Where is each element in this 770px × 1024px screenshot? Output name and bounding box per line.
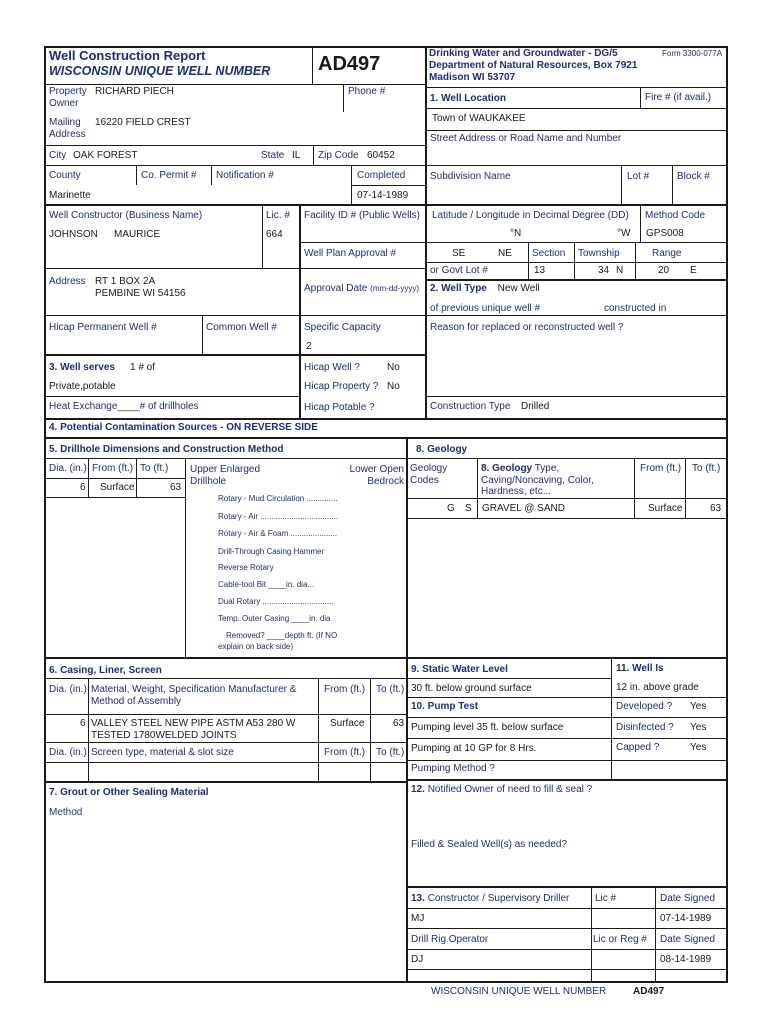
- constructor-sig-value: MJ: [411, 913, 425, 924]
- county-label: County: [49, 170, 81, 181]
- geology-to-label: To (ft.): [692, 463, 721, 474]
- specific-capacity-value: 2: [306, 341, 312, 352]
- rule: [211, 165, 212, 185]
- rule: [407, 928, 727, 929]
- well-number: AD497: [318, 53, 381, 75]
- rule: [44, 478, 185, 479]
- rule: [407, 760, 727, 761]
- rule: [44, 497, 185, 498]
- rule: [44, 458, 727, 459]
- form-border-right: [726, 46, 728, 983]
- rule: [44, 742, 407, 743]
- geology-title: 8. Geology: [416, 444, 468, 455]
- geology-desc: GRAVEL @ SAND: [482, 503, 565, 514]
- state-value: IL: [292, 150, 301, 161]
- rule: [44, 678, 407, 679]
- state-label: State: [261, 150, 285, 161]
- well-serves-use: Private,potable: [49, 381, 116, 392]
- rule: [370, 678, 371, 782]
- rule: [407, 717, 727, 718]
- latlon-label: Latitude / Longitude in Decimal Degree (DD): [432, 210, 629, 221]
- method-dual-rotary: Dual Rotary ................................: [218, 597, 334, 606]
- screen-dia-label: Dia. (in.): [49, 747, 87, 758]
- constructed-in-label: constructed in: [604, 303, 667, 314]
- agency-line3: Madison WI 53707: [429, 72, 516, 83]
- township-dir: N: [616, 265, 624, 276]
- grout-method-label: Method: [49, 807, 83, 818]
- well-serves-title: 3. Well serves: [49, 362, 115, 373]
- rule: [299, 242, 426, 243]
- form-number: Form 3300-077A: [662, 49, 723, 58]
- method-rotary-air: Rotary - Air ...................................: [218, 512, 339, 521]
- heat-exchange-label: Heat Exchange____# of drillholes: [49, 401, 199, 412]
- method-rotary-air-foam: Rotary - Air & Foam .....................: [218, 529, 338, 538]
- rule: [406, 438, 408, 658]
- agency-line2: Department of Natural Resources, Box 7921: [429, 60, 638, 71]
- lic-label: Lic. #: [266, 210, 290, 221]
- constructor-business-label: Well Constructor (Business Name): [49, 210, 203, 221]
- rule: [44, 354, 427, 356]
- rule: [426, 279, 727, 281]
- rule: [44, 204, 727, 206]
- range-label: Range: [652, 248, 682, 259]
- casing-title: 6. Casing, Liner, Screen: [49, 665, 162, 676]
- pumping-method-label: Pumping Method ?: [411, 763, 495, 774]
- completed-value: 07-14-1989: [357, 190, 409, 201]
- screen-from-label: From (ft.): [324, 747, 366, 758]
- geology-to-value: 63: [710, 503, 722, 514]
- mailing-label: Mailing Address: [49, 117, 86, 140]
- screen-label: Screen type, material & slot size: [91, 747, 234, 758]
- township-value: 34: [598, 265, 610, 276]
- screen-to-label: To (ft.): [376, 747, 405, 758]
- static-water-value: 30 ft. below ground surface: [411, 683, 532, 694]
- rule: [406, 498, 727, 499]
- geology-type-title: 8. Geology: [481, 463, 533, 474]
- rule: [611, 697, 727, 698]
- method-reverse-rotary: Reverse Rotary: [218, 563, 274, 572]
- approval-date-text: Approval Date: [304, 283, 368, 294]
- well-is-title: 11. Well Is: [616, 663, 664, 674]
- hicap-well-label: Hicap Well ?: [304, 362, 360, 373]
- developed-value: Yes: [690, 701, 707, 712]
- method-code-value: GPS008: [646, 228, 684, 239]
- rule: [635, 242, 636, 279]
- pump-test-title: 10. Pump Test: [411, 701, 479, 712]
- drillhole-title: 5. Drillhole Dimensions and Construction Method: [49, 444, 284, 455]
- approval-date-label: [304, 283, 419, 295]
- method-casing-hammer: Drill-Through Casing Hammer: [218, 547, 325, 556]
- north-label: °N: [510, 228, 522, 239]
- operator-date-label: Date Signed: [660, 934, 716, 945]
- range-value: 20: [658, 265, 670, 276]
- casing-material-label: Material, Weight, Specification Manufacturer & Method of Assembly: [91, 684, 297, 707]
- rule: [407, 678, 611, 679]
- constructor-sig-row: [411, 893, 569, 905]
- rule: [407, 779, 727, 781]
- form-border-left: [44, 46, 46, 983]
- capped-label: Capped ?: [616, 742, 660, 753]
- rule: [351, 185, 426, 186]
- rule: [477, 458, 478, 518]
- rule: [44, 657, 727, 659]
- city-value: OAK FOREST: [73, 150, 138, 161]
- rule: [44, 165, 727, 166]
- method-temp-casing: Temp. Outer Casing ____in. dia: [218, 614, 331, 623]
- developed-label: Developed ?: [616, 701, 673, 712]
- agency-line1: Drinking Water and Groundwater - DG/5: [429, 48, 618, 59]
- property-owner-label: Property Owner: [49, 86, 87, 109]
- rule: [262, 205, 263, 269]
- notified-label: Notified Owner of need to fill & seal ?: [427, 784, 593, 795]
- completed-label: Completed: [357, 170, 406, 181]
- constructor-sig-label: Constructor / Supervisory Driller: [427, 893, 570, 904]
- rule: [44, 315, 727, 316]
- rule: [655, 887, 656, 982]
- reason-label: Reason for replaced or reconstructed well ?: [430, 322, 624, 333]
- rule: [426, 130, 727, 131]
- rule: [407, 697, 611, 698]
- common-well-label: Common Well #: [206, 322, 277, 333]
- rule: [299, 205, 301, 419]
- section-label: Section: [532, 248, 566, 259]
- grout-title: 7. Grout or Other Sealing Material: [49, 787, 209, 798]
- facility-label: Facility ID # (Public Wells): [304, 210, 420, 221]
- county-value: Marinette: [49, 190, 91, 201]
- hicap-property-label: Hicap Property ?: [304, 381, 379, 392]
- hicap-potable-label: Hicap Potable ?: [304, 402, 375, 413]
- rule: [407, 886, 727, 888]
- rule: [611, 658, 612, 780]
- well-type-title: 2. Well Type: [430, 283, 487, 294]
- permit-label: Co. Permit #: [141, 170, 197, 181]
- lower-open-label: Lower Open Bedrock: [349, 464, 404, 487]
- drill-dia-value: 6: [80, 482, 86, 493]
- rule: [685, 458, 686, 518]
- notified-number: 12.: [411, 784, 425, 795]
- form-border-bottom: [44, 981, 728, 983]
- footer-number: AD497: [633, 986, 665, 997]
- hicap-well-value: No: [387, 362, 400, 373]
- rule: [44, 762, 407, 763]
- address-line2: PEMBINE WI 54156: [95, 288, 186, 299]
- pumping-rate: Pumping at 10 GP for 8 Hrs.: [411, 743, 537, 754]
- property-owner-value: RICHARD PIECH: [95, 86, 174, 97]
- rule: [621, 165, 622, 205]
- footer-label: WISCONSIN UNIQUE WELL NUMBER: [431, 986, 607, 997]
- well-type-value: New Well: [497, 283, 540, 294]
- rule: [44, 781, 407, 783]
- drill-from-label: From (ft.): [92, 463, 134, 474]
- drill-from-value: Surface: [100, 482, 135, 493]
- rule: [44, 714, 407, 715]
- quarter-1: SE: [452, 248, 466, 259]
- operator-value: DJ: [411, 954, 424, 965]
- casing-to-value: 63: [393, 718, 405, 729]
- mailing-value: 16220 FIELD CREST: [95, 117, 191, 128]
- rule: [672, 165, 673, 205]
- removed-line2: explain on back side): [218, 642, 294, 651]
- casing-from-value: Surface: [330, 718, 365, 729]
- geology-code-1: G: [447, 503, 455, 514]
- constructor-first: JOHNSON: [49, 229, 98, 240]
- geology-codes-label: Geology Codes: [410, 463, 448, 486]
- phone-label: Phone #: [348, 86, 386, 97]
- rule: [313, 145, 314, 165]
- rule: [185, 458, 186, 658]
- disinfected-label: Disinfected ?: [616, 722, 674, 733]
- rule: [136, 165, 137, 185]
- hicap-perm-label: Hicap Permanent Well #: [49, 322, 157, 333]
- approval-date-hint: (mm-dd-yyyy): [370, 284, 420, 293]
- rule: [406, 518, 727, 519]
- rule: [44, 84, 426, 85]
- zip-label: Zip Code: [318, 150, 359, 161]
- plan-approval-label: Well Plan Approval #: [304, 248, 397, 259]
- contamination-title: 4. Potential Contamination Sources - ON REVERSE SIDE: [49, 422, 318, 433]
- notification-label: Notification #: [216, 170, 274, 181]
- west-label: °W: [617, 228, 631, 239]
- rule: [634, 458, 635, 518]
- pumping-level: Pumping level 35 ft. below surface: [411, 722, 564, 733]
- rule: [426, 396, 727, 397]
- construction-type-value: Drilled: [521, 401, 550, 412]
- city-label: City: [49, 150, 67, 161]
- rule: [426, 108, 727, 109]
- drill-to-label: To (ft.): [140, 463, 169, 474]
- hicap-property-value: No: [387, 381, 400, 392]
- subdivision-label: Subdivision Name: [430, 171, 511, 182]
- lot-label: Lot #: [627, 171, 650, 182]
- rule: [407, 908, 727, 909]
- rule: [318, 678, 319, 782]
- rule: [88, 678, 89, 782]
- drill-dia-label: Dia. (in.): [49, 463, 87, 474]
- removed-line1: Removed? ____depth ft. (If NO: [226, 631, 338, 640]
- rule: [407, 738, 727, 739]
- disinfected-value: Yes: [690, 722, 707, 733]
- fire-label: Fire # (if avail.): [645, 92, 712, 103]
- rule: [44, 418, 727, 420]
- rule: [202, 315, 203, 355]
- operator-label: Drill Rig Operator: [411, 934, 489, 945]
- rule: [426, 242, 727, 243]
- geology-type-label: [481, 463, 631, 498]
- rule: [640, 205, 641, 243]
- geology-from-label: From (ft.): [640, 463, 682, 474]
- rule: [44, 396, 300, 397]
- rule: [425, 46, 427, 419]
- rule: [426, 87, 727, 88]
- geology-from-value: Surface: [648, 503, 683, 514]
- specific-capacity-label: Specific Capacity: [304, 322, 381, 333]
- rule: [44, 437, 727, 439]
- casing-from-label: From (ft.): [324, 684, 366, 695]
- form-subtitle: WISCONSIN UNIQUE WELL NUMBER: [49, 64, 271, 78]
- rule: [312, 46, 313, 84]
- method-rotary-mud: Rotary - Mud Circulation ..............: [218, 494, 338, 503]
- rule: [44, 268, 427, 269]
- casing-material-value: VALLEY STEEL NEW PIPE ASTM A53 280 W TESTED 1780WELDED JOINTS: [91, 718, 296, 741]
- sig-date-value: 07-14-1989: [660, 913, 712, 924]
- method-cable-tool: Cable-tool Bit ____in. dia...: [218, 580, 315, 589]
- town-value: Town of WAUKAKEE: [432, 113, 526, 124]
- signature-number: 13.: [411, 893, 425, 904]
- section-value: 13: [534, 265, 546, 276]
- address-line1: RT 1 BOX 2A: [95, 276, 156, 287]
- static-water-title: 9. Static Water Level: [411, 664, 508, 675]
- rule: [426, 262, 727, 263]
- well-location-title: 1. Well Location: [430, 93, 506, 104]
- well-type-row: [430, 283, 540, 295]
- rule: [407, 949, 727, 950]
- sig-date-label: Date Signed: [660, 893, 716, 904]
- previous-well-label: of previous unique well #: [430, 303, 541, 314]
- notified-row: [411, 784, 592, 796]
- operator-lic-label: Lic or Reg #: [593, 934, 647, 945]
- township-label: Township: [578, 248, 620, 259]
- upper-enlarged-label: Upper Enlarged Drillhole: [190, 464, 261, 487]
- geology-type-text: Type, Caving/Noncaving, Color, Hardness, etc...: [481, 463, 594, 497]
- range-dir: E: [690, 265, 697, 276]
- rule: [640, 88, 641, 108]
- casing-dia-value: 6: [80, 718, 86, 729]
- sig-lic-label: Lic #: [595, 893, 617, 904]
- zip-value: 60452: [367, 150, 395, 161]
- construction-type-label: Construction Type: [430, 401, 511, 412]
- constructor-last: MAURICE: [114, 229, 161, 240]
- casing-dia-label: Dia. (in.): [49, 684, 87, 695]
- quarter-2: NE: [498, 248, 512, 259]
- form-title: Well Construction Report: [49, 48, 206, 63]
- geology-code-2: S: [465, 503, 472, 514]
- casing-to-label: To (ft.): [376, 684, 405, 695]
- street-label: Street Address or Road Name and Number: [430, 133, 622, 144]
- rule: [591, 887, 592, 982]
- lic-value: 664: [266, 229, 283, 240]
- address-label: Address: [49, 276, 86, 287]
- rule: [406, 658, 408, 982]
- rule: [528, 242, 529, 279]
- rule: [407, 969, 727, 970]
- rule: [574, 242, 575, 279]
- filled-sealed-label: Filled & Sealed Well(s) as needed?: [411, 839, 568, 850]
- block-label: Block #: [677, 171, 710, 182]
- rule: [44, 145, 426, 146]
- above-grade: 12 in. above grade: [616, 682, 699, 693]
- method-code-label: Method Code: [645, 210, 706, 221]
- govt-lot-label: or Govt Lot #: [430, 265, 488, 276]
- capped-value: Yes: [690, 742, 707, 753]
- well-serves-count: 1 # of: [130, 362, 156, 373]
- rule: [343, 84, 344, 112]
- drill-to-value: 63: [170, 482, 182, 493]
- operator-date-value: 08-14-1989: [660, 954, 712, 965]
